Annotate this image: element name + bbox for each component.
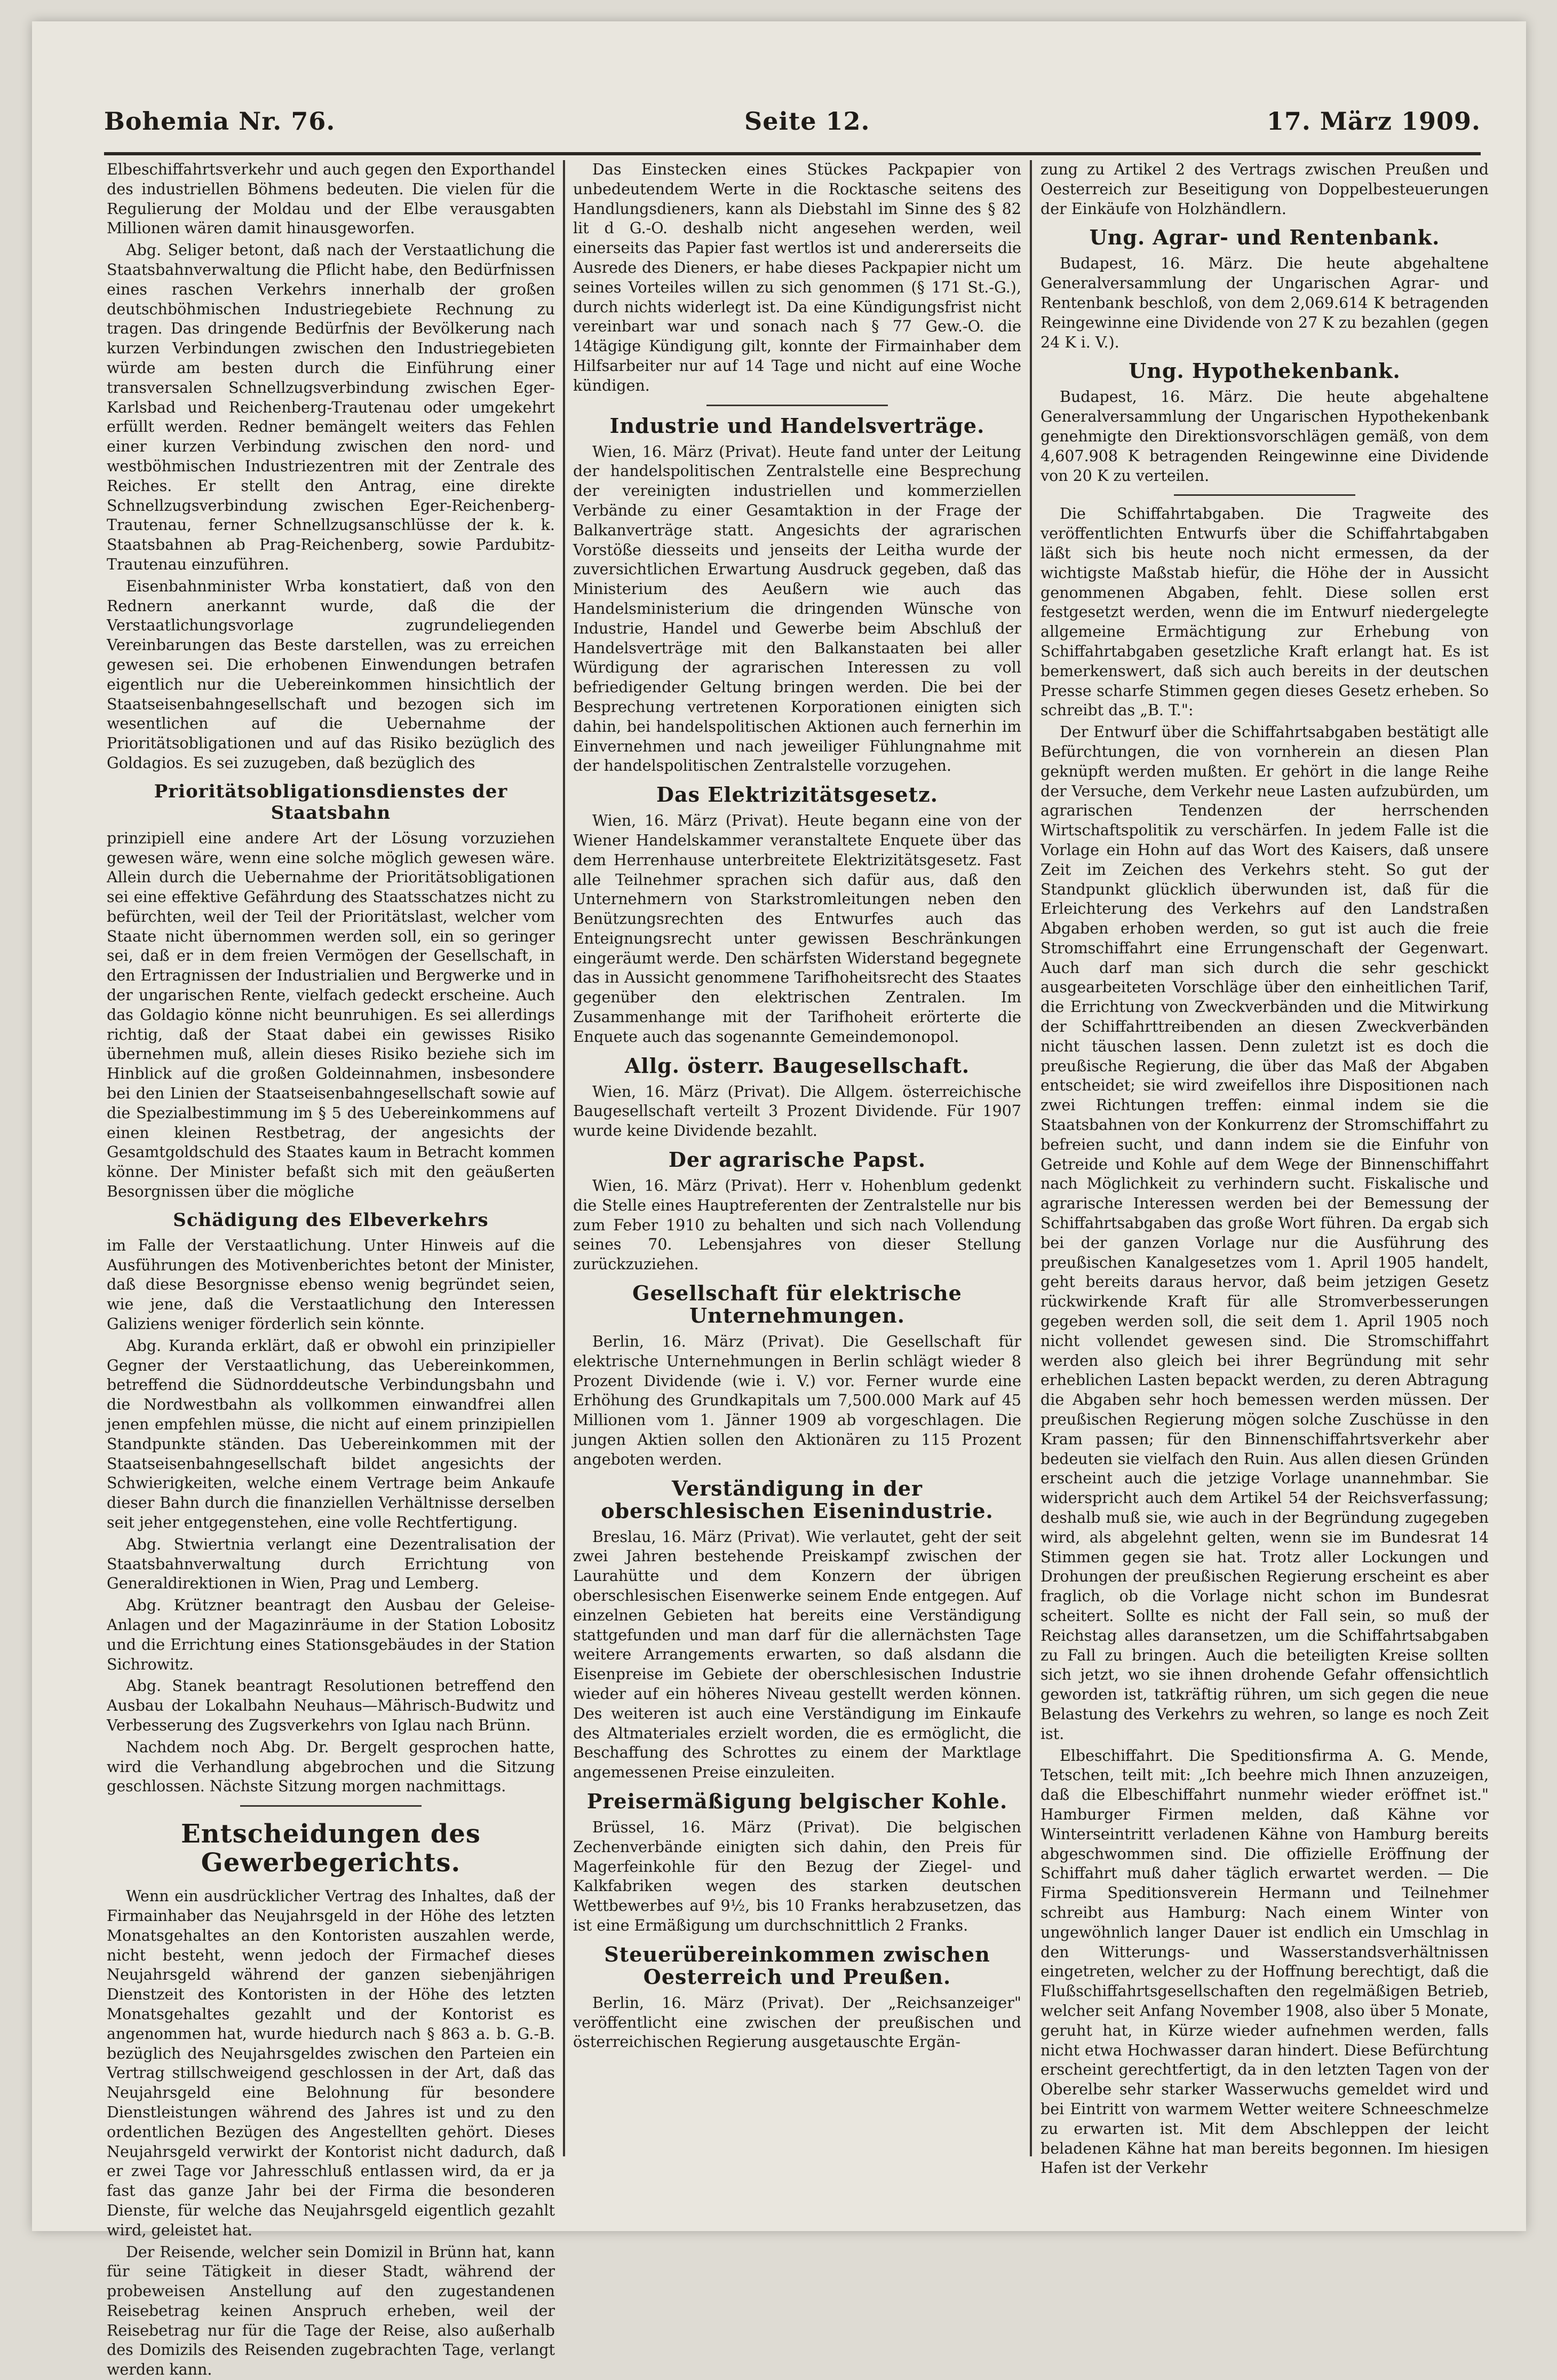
divider [706, 405, 888, 406]
paragraph: Wien, 16. März (Privat). Heute begann eine von der Wiener Handelskammer veranstaltete Enquete über das dem Herrenhause unterbreitete Elektrizitätsgesetz. Fast alle Teilnehmer sprachen sich dafür aus, daß den Unternehmern von Starkstromleitungen neben den Benützungsrechten des Entwurfes auch das Enteignungsrecht unter gewissen Beschränkungen eingeräumt werde. Den schärfsten Widerstand begegnete das in Aussicht genommene Tarifhoheitsrecht des Staates gegenüber den elektrischen Zentralen. Im Zusammenhange mit der Tarifhoheit erörterte die Enquete auch das sogenannte Gemeindemonopol. [573, 811, 1021, 1047]
header-publication: Bohemia Nr. 76. [104, 107, 335, 136]
paragraph: Die Schiffahrtabgaben. Die Tragweite des veröffentlichten Entwurfs über die Schiffahrtabgaben läßt sich bis heute noch nicht ermessen, da der wichtigste Maßstab hiefür, die Höhe der in Aussicht genommenen Abgaben, fehlt. Diese sollen erst festgesetzt werden, wenn die im Entwurf niedergelegte allgemeine Ermächtigung zur Erhebung von Schiffahrtabgaben gesetzliche Kraft erlangt hat. Es ist bemerkenswert, daß sich auch bereits in der deutschen Presse scharfe Stimmen gegen dieses Gesetz erheben. So schreibt das „B. T.": [1040, 504, 1489, 721]
section-heading: Allg. österr. Baugesellschaft. [573, 1055, 1021, 1077]
paragraph: Der Reisende, welcher sein Domizil in Brünn hat, kann für seine Tätigkeit in dieser Stadt, während der probeweisen Anstellung auf den zugestandenen Reisebetrag keinen Anspruch erheben, weil der Reisebetrag nur für die Tage der Reise, also außerhalb des Domizils des Reisenden zugebrachten Tage, verlangt werden kann. [107, 2243, 555, 2380]
section-heading: Gesellschaft für elektrische Unternehmungen. [573, 1282, 1021, 1327]
paragraph: im Falle der Verstaatlichung. Unter Hinweis auf die Ausführungen des Motivenberichtes betont der Minister, daß diese Besorgnisse ebenso wenig begründet seien, wie jene, daß die Verstaatlichung den Interessen Galiziens weniger förderlich sein könnte. [107, 1236, 555, 1334]
paragraph: Abg. Stanek beantragt Resolutionen betreffend den Ausbau der Lokalbahn Neuhaus—Mährisch-Budwitz und Verbesserung des Zugsverkehrs von Iglau nach Brünn. [107, 1677, 555, 1735]
column-divider [1030, 160, 1032, 2156]
header-date: 17. März 1909. [1267, 107, 1481, 136]
paragraph: Budapest, 16. März. Die heute abgehaltene Generalversammlung der Ungarischen Agrar- und Rentenbank beschloß, von dem 2,069.614 K betragenden Reingewinne eine Dividende von 27 K zu bezahlen (gegen 24 K i. V.). [1040, 254, 1489, 352]
section-heading: Schädigung des Elbeverkehrs [107, 1209, 555, 1231]
paragraph: Wien, 16. März (Privat). Die Allgem. österreichische Baugesellschaft verteilt 3 Prozent Dividende. Für 1907 wurde keine Dividende bezahlt. [573, 1082, 1021, 1141]
column-divider [563, 160, 565, 2156]
column-1 [107, 160, 555, 2178]
section-heading: Preisermäßigung belgischer Kohle. [573, 1790, 1021, 1813]
paragraph: Abg. Seliger betont, daß nach der Verstaatlichung die Staatsbahnverwaltung die Pflicht habe, den Bedürfnissen eines raschen Verkehrs innerhalb der großen deutschböhmischen Industriegebiete Rechnung zu tragen. Das dringende Bedürfnis der Bevölkerung nach kurzen Verbindungen zwischen den Industriegebieten würde am besten durch die Einführung einer transversalen Schnellzugsverbindung zwischen Eger-Karlsbad und Reichenberg-Trautenau oder umgekehrt erfüllt werden. Redner bemängelt weiters das Fehlen einer kurzen Verbindung zwischen den nord- und westböhmischen Industriezentren mit der Zentrale des Reiches. Er stellt den Antrag, eine direkte Schnellzugsverbindung zwischen Eger-Reichenberg-Trautenau, ferner Schnellzugsanschlüsse der k. k. Staatsbahnen ab Prag-Reichenberg, sowie Pardubitz-Trautenau einzuführen. [107, 241, 555, 575]
paragraph: Elbeschiffahrtsverkehr und auch gegen den Exporthandel des industriellen Böhmens bedeuten. Die vielen für die Regulierung der Moldau und der Elbe verausgabten Millionen wären damit hinausgeworfen. [107, 160, 555, 239]
section-heading: Prioritätsobligationsdienstes der Staatsbahn [107, 781, 555, 824]
paragraph: Wenn ein ausdrücklicher Vertrag des Inhaltes, daß der Firmainhaber das Neujahrsgeld in der Höhe des letzten Monatsgehaltes an den Kontoristen auszahlen werde, nicht besteht, wenn jedoch der Firmachef dieses Neujahrsgeld während der ganzen siebenjährigen Dienstzeit des Kontoristen in der Höhe des letzten Monatsgehaltes gezahlt und der Kontorist es angenommen hat, wurde hiedurch nach § 863 a. b. G.-B. bezüglich des Neujahrsgeldes zwischen den Parteien ein Vertrag stillschweigend geschlossen in der Art, daß das Neujahrsgeld eine Belohnung für besondere Dienstleistungen während des Jahres ist und zu den ordentlichen Bezügen des Angestellten gehört. Dieses Neujahrsgeld verwirkt der Kontorist nicht dadurch, daß er zwei Tage vor Jahresschluß entlassen wird, da er ja fast das ganze Jahr bei der Firma die besonderen Dienste, für welche das Neujahrsgeld eigentlich gezahlt wird, geleistet hat. [107, 1887, 555, 2240]
paragraph: Breslau, 16. März (Privat). Wie verlautet, geht der seit zwei Jahren bestehende Preiskampf zwischen der Laurahütte und dem Konzern der übrigen oberschlesischen Eisenwerke seinem Ende entgegen. Auf einzelnen Gebieten hat bereits eine Verständigung stattgefunden und man darf für die allernächsten Tage weitere Arrangements erwarten, so daß alsdann die Eisenpreise im Gebiete der oberschlesischen Industrie wieder auf ein höheres Niveau gestellt werden können. Des weiteren ist auch eine Verständigung im Einkaufe des Altmateriales erzielt worden, die es ermöglicht, die Beschaffung des Schrottes zu einem der Marktlage angemessenen Preise einzuleiten. [573, 1528, 1021, 1783]
section-heading: Ung. Hypothekenbank. [1040, 360, 1489, 382]
section-heading: Das Elektrizitätsgesetz. [573, 784, 1021, 806]
paragraph: Wien, 16. März (Privat). Heute fand unter der Leitung der handelspolitischen Zentralstelle eine Besprechung der vereinigten industriellen und kommerziellen Verbände zu einer Gesamtaktion in der Frage der Balkanverträge statt. Angesichts der agrarischen Vorstöße diesseits und jenseits der Leitha wurde der zuversichtlichen Erwartung Ausdruck gegeben, daß das Ministerium des Aeußern wie auch das Handelsministerium die dringenden Wünsche von Industrie, Handel und Gewerbe beim Abschluß der Handelsverträge mit den Balkanstaaten bei aller Würdigung der agrarischen Interessen zu voll befriedigender Geltung bringen werden. Die bei der Besprechung vertretenen Korporationen einigten sich dahin, bei handelspolitischen Aktionen auch fernerhin im Einvernehmen und nach jeweiliger Fühlungnahme mit der handelspolitischen Zentralstelle vorzugehen. [573, 442, 1021, 777]
section-heading: Industrie und Handelsverträge. [573, 415, 1021, 437]
paragraph: Wien, 16. März (Privat). Herr v. Hohenblum gedenkt die Stelle eines Hauptreferenten der Zentralstelle nur bis zum Feber 1910 zu behalten und sich nach Vollendung seines 70. Lebensjahres von dieser Stellung zurückzuziehen. [573, 1176, 1021, 1275]
paragraph: Berlin, 16. März (Privat). Die Gesellschaft für elektrische Unternehmungen in Berlin schlägt wieder 8 Prozent Dividende (wie i. V.) vor. Ferner wurde eine Erhöhung des Grundkapitals um 7,500.000 Mark auf 45 Millionen vom 1. Jänner 1909 ab vorgeschlagen. Die jungen Aktien sollen den Aktionären zu 115 Prozent angeboten werden. [573, 1332, 1021, 1470]
section-heading: Verständigung in der oberschlesischen Eisenindustrie. [573, 1477, 1021, 1522]
paragraph: Brüssel, 16. März (Privat). Die belgischen Zechenverbände einigten sich dahin, den Preis für Magerfeinkohle für den Bezug der Ziegel- und Kalkfabriken wegen des starken deutschen Wettbewerbes auf 9½, bis 10 Franks herabzusetzen, das ist eine Ermäßigung um durchschnittlich 2 Franks. [573, 1818, 1021, 1936]
header-page-number: Seite 12. [744, 107, 870, 136]
column-3 [1040, 160, 1489, 2178]
section-heading: Steuerübereinkommen zwischen Oesterreich und Preußen. [573, 1943, 1021, 1988]
paragraph: Abg. Krützner beantragt den Ausbau der Geleise-Anlagen und der Magazinräume in der Station Lobositz und die Errichtung eines Stationsgebäudes in der Station Sichrowitz. [107, 1596, 555, 1674]
paragraph: Eisenbahnminister Wrba konstatiert, daß von den Rednern anerkannt wurde, daß die der Verstaatlichungsvorlage zugrundeliegenden Vereinbarungen das Beste darstellen, was zu erreichen gewesen sei. Die erhobenen Einwendungen betrafen eigentlich nur die Uebereinkommen hinsichtlich der Staatseisenbahngesellschaft und bezogen sich im wesentlichen auf die Uebernahme der Prioritätsobligationen und auf das Risiko bezüglich des Goldagios. Es sei zuzugeben, daß bezüglich des [107, 577, 555, 773]
paragraph: Der Entwurf über die Schiffahrtsabgaben bestätigt alle Befürchtungen, die von vornherein an diesen Plan geknüpft werden mußten. Er gehört in die lange Reihe der Versuche, dem Verkehr neue Lasten aufzubürden, um agrarischen Tendenzen der herrschenden Wirtschaftspolitik zu verschärfen. In jedem Falle ist die Vorlage ein Hohn auf das Wort des Kaisers, daß unsere Zeit im Zeichen des Verkehrs steht. So gut der Standpunkt glücklich überwunden ist, daß für die Erleichterung des Verkehrs auf den Landstraßen Abgaben erhoben werden, so gut ist auch die freie Stromschiffahrt eine Errungenschaft der Gegenwart. Auch darf man sich durch die sehr geschickt ausgearbeiteten Vorschläge über den einheitlichen Tarif, die Errichtung von Zweckverbänden und die Mitwirkung der Schiffahrttreibenden an diesen Zweckverbänden nicht täuschen lassen. Denn zuletzt ist es doch die preußische Regierung, die über das Maß der Abgaben entscheidet; sie wird zweifellos ihre Dispositionen nach zwei Richtungen treffen: einmal indem sie die Staatsbahnen von der Konkurrenz der Stromschiffahrt zu befreien sucht, und dann indem sie die Einfuhr von Getreide und Kohle auf dem Wege der Binnenschiffahrt nach Möglichkeit zu verhindern sucht. Fiskalische und agrarische Interessen werden bei der Bemessung der Schiffahrtsabgaben das große Wort führen. Da ergab sich bei der ganzen Vorlage nur die Ausführung des preußischen Kanalgesetzes vom 1. April 1905 handelt, geht bereits daraus hervor, daß beim jetzigen Gesetz rückwirkende Kraft für alle Stromverbesserungen gegeben werden soll, die seit dem 1. April 1905 noch nicht vollendet gewesen sind. Die Stromschiffahrt werden also gleich bei ihrer Begründung mit sehr erheblichen Lasten bepackt werden, zu deren Abtragung die Abgaben sehr hoch bemessen werden müssen. Der preußischen Regierung mögen solche Zuschüsse in den Kram passen; für den Binnenschiffahrtsverkehr aber bedeuten sie vielfach den Ruin. Aus allen diesen Gründen erscheint auch die jetzige Vorlage unannehmbar. Sie widerspricht auch dem Artikel 54 der Reichsverfassung; deshalb muß sie, wie auch in der Begründung zugegeben wird, als abgelehnt gelten, wenn sie im Bundesrat 14 Stimmen gegen sie hat. Trotz aller Lockungen und Drohungen der preußischen Regierung erscheint es aber fraglich, ob die Vorlage nicht schon im Bundesrat scheitert. Sollte es nicht der Fall sein, so muß der Reichstag alles daransetzen, um die Schiffahrtsabgaben zu Fall zu bringen. Auch die beteiligten Kreise sollten sich jetzt, wo sie ihnen drohende Gefahr offensichtlich geworden ist, tatkräftig rühren, um sich gegen die neue Belastung des Verkehrs zu wehren, so lange es noch Zeit ist. [1040, 723, 1489, 1744]
paragraph: Abg. Kuranda erklärt, daß er obwohl ein prinzipieller Gegner der Verstaatlichung, das Uebereinkommen, betreffend die Südnorddeutsche Verbindungsbahn und die Nordwestbahn als vollkommen einwandfrei allen jenen empfehlen müsse, die nicht auf einem prinzipiellen Standpunkte ständen. Das Uebereinkommen mit der Staatseisenbahngesellschaft bildet angesichts der Schwierigkeiten, welche einem Vertrage beim Ankaufe dieser Bahn durch die finanziellen Verhältnisse derselben seit jeher entgegenstehen, eine volle Rechtfertigung. [107, 1337, 555, 1533]
paragraph: Das Einstecken eines Stückes Packpapier von unbedeutendem Werte in die Rocktasche seitens des Handlungsdieners, kann als Diebstahl im Sinne des § 82 lit d G.-O. deshalb nicht angesehen werden, weil einerseits das Papier fast wertlos ist und andererseits die Ausrede des Dieners, er habe dieses Packpapier nicht um seines Vorteiles willen zu sich genommen (§ 171 St.-G.), durch nichts widerlegt ist. Da eine Kündigungsfrist nicht vereinbart war und sonach nach § 77 Gew.-O. die 14tägige Kündigung gilt, konnte der Firmainhaber dem Hilfsarbeiter nur auf 14 Tage und nicht auf eine Woche kündigen. [573, 160, 1021, 396]
paragraph: Abg. Stwiertnia verlangt eine Dezentralisation der Staatsbahnverwaltung durch Errichtung von Generaldirektionen in Wien, Prag und Lemberg. [107, 1535, 555, 1594]
header-rule [104, 152, 1481, 155]
paragraph: prinzipiell eine andere Art der Lösung vorzuziehen gewesen wäre, wenn eine solche möglich gewesen wäre. Allein durch die Uebernahme der Prioritätsobligationen sei eine effektive Gefährdung des Staatsschatzes nicht zu befürchten, weil der Teil der Prioritätslast, welcher vom Staate nicht übernommen werden soll, ein so geringer sei, daß er in dem freien Vermögen der Gesellschaft, in den Ertragnissen der Industrialien und Bergwerke und in der ungarischen Rente, vielfach gedeckt erscheine. Auch das Goldagio könne nicht beunruhigen. Es sei allerdings richtig, daß der Staat dabei ein gewisses Risiko übernehmen muß, allein dieses Risiko beziehe sich im Hinblick auf die großen Goldeinnahmen, insbesondere bei den Linien der Staatseisenbahngesellschaft sowie auf die Spezialbestimmung im § 5 des Uebereinkommens auf einen kleinen Restbetrag, der angesichts der Gesamtgoldschuld des Staates kaum in Betracht kommen könne. Der Minister befaßt sich mit den geäußerten Besorgnissen über die mögliche [107, 829, 555, 1202]
column-2 [573, 160, 1021, 2178]
section-heading: Ung. Agrar- und Rentenbank. [1040, 226, 1489, 249]
divider [240, 1805, 422, 1807]
divider [1174, 494, 1355, 496]
paragraph: Budapest, 16. März. Die heute abgehaltene Generalversammlung der Ungarischen Hypothekenbank genehmigte den Direktionsvorschlägen gemäß, von dem 4,607.908 K betragenden Reingewinne eine Dividende von 20 K zu verteilen. [1040, 388, 1489, 486]
paragraph: Elbeschiffahrt. Die Speditionsfirma A. G. Mende, Tetschen, teilt mit: „Ich beehre mich Ihnen anzuzeigen, daß die Elbeschiffahrt nunmehr wieder eröffnet ist." Hamburger Firmen melden, daß Kähne vor Winterseintritt verladenen Kähne von Hamburg bereits abgeschwommen sind. Die offizielle Eröffnung der Schiffahrt muß daher täglich erwartet werden. — Die Firma Speditionsverein Hermann und Teilnehmer schreibt aus Hamburg: Nach einem Winter von ungewöhnlich langer Dauer ist endlich ein Umschlag in den Witterungs- und Wasserstandsverhältnissen eingetreten, welcher zu der Hoffnung berechtigt, daß die Flußschiffahrtsgesellschaften den regelmäßigen Betrieb, welcher seit Anfang November 1908, also über 5 Monate, geruht hat, in Kürze wieder aufnehmen werden, falls nicht etwa Hochwasser daran hindert. Diese Befürchtung erscheint gerechtfertigt, da in den letzten Tagen von der Oberelbe sehr starker Wasserwuchs gemeldet wird und bei Eintritt von warmem Wetter weitere Schneeschmelze zu erwarten ist. Mit dem Abschleppen der leicht beladenen Kähne hat man bereits begonnen. Im hiesigen Hafen ist der Verkehr [1040, 1746, 1489, 2179]
section-heading: Der agrarische Papst. [573, 1149, 1021, 1171]
paragraph: Berlin, 16. März (Privat). Der „Reichsanzeiger" veröffentlicht eine zwischen der preußischen und österreichischen Regierung ausgetauschte Ergän- [573, 1994, 1021, 2052]
paragraph: zung zu Artikel 2 des Vertrags zwischen Preußen und Oesterreich zur Beseitigung von Doppelbesteuerungen der Einkäufe von Holzhändlern. [1040, 160, 1489, 219]
paragraph: Nachdem noch Abg. Dr. Bergelt gesprochen hatte, wird die Verhandlung abgebrochen und die Sitzung geschlossen. Nächste Sitzung morgen nachmittags. [107, 1738, 555, 1797]
section-heading: Entscheidungen des Gewerbegerichts. [107, 1820, 555, 1877]
page-header [104, 107, 1481, 149]
